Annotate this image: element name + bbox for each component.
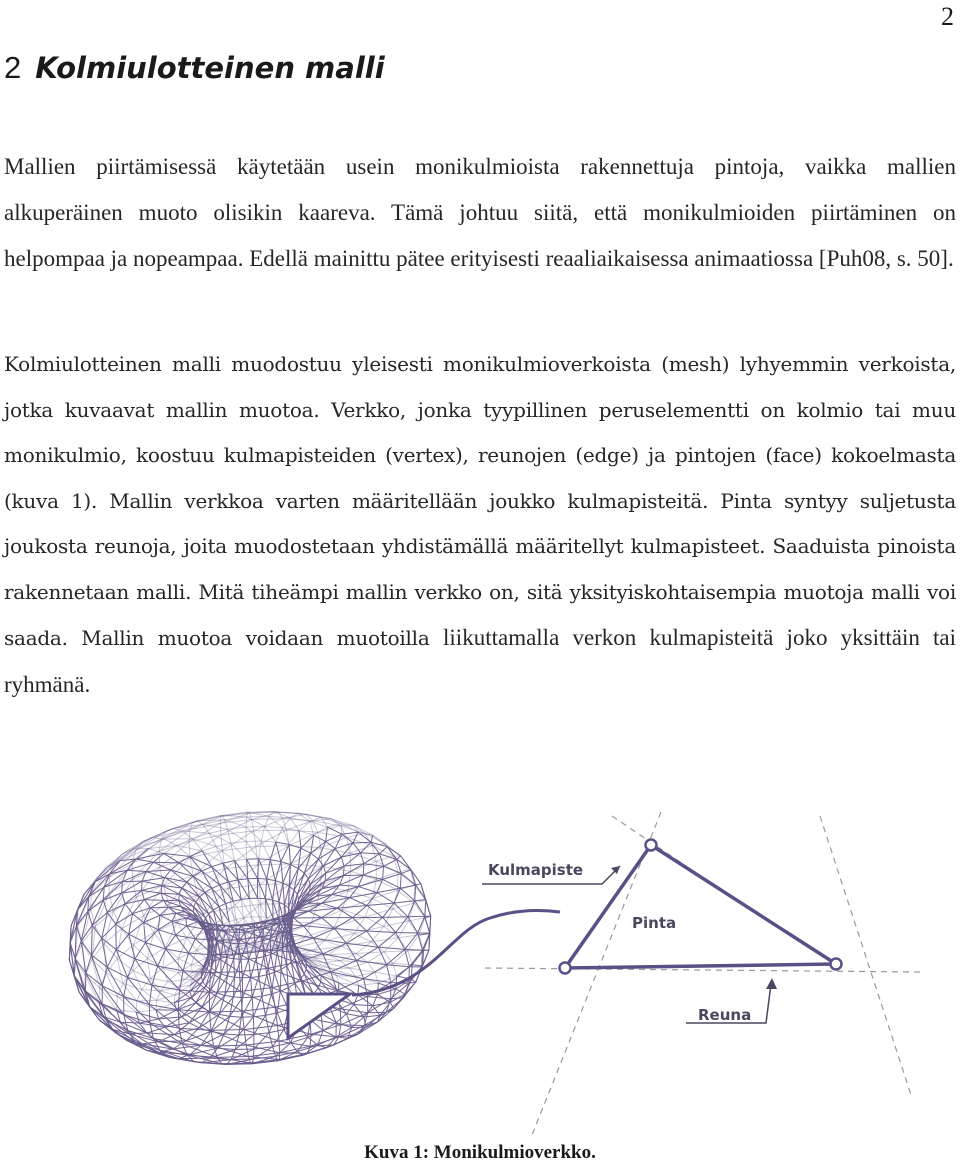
mesh-edge [269, 1033, 273, 1047]
mesh-edge [312, 910, 343, 923]
mesh-edge [253, 1017, 254, 1035]
mesh-edge [261, 827, 265, 842]
mesh-edge [269, 816, 283, 827]
mesh-edge [142, 881, 162, 885]
mesh-edge [144, 893, 161, 900]
mesh-edge [245, 933, 246, 945]
mesh-edge [419, 918, 425, 935]
mesh-edge [376, 856, 393, 861]
mesh-edge [277, 991, 280, 1013]
mesh-edge [151, 907, 169, 908]
mesh-edge [262, 994, 272, 996]
mesh-edge [291, 912, 292, 933]
mesh-edge [189, 842, 190, 858]
mesh-edge [227, 976, 234, 977]
mesh-edge [224, 1034, 239, 1035]
mesh-edge [353, 842, 371, 843]
mesh-edge [203, 824, 228, 829]
mesh-edge [400, 874, 401, 889]
mesh-edge [375, 972, 378, 983]
mesh-edge [318, 982, 321, 988]
mesh-edge [219, 1014, 230, 1016]
mesh-edge [363, 864, 364, 875]
mesh-edge [341, 824, 342, 835]
label-edge: Reuna [698, 1006, 751, 1024]
mesh-edge [104, 929, 121, 944]
mesh-edge [213, 907, 219, 911]
paragraph-2-body: Kolmiulotteinen malli muodostuu yleisesti monikulmioverkoista (mesh) lyhyemmin verkoista, jotka kuvaavat mallin muotoa. Verkko, jonka tyypillinen peruselementti on kolmio tai muu monikulmio, koostuu kulmapisteiden (vertex), reunojen (edge) ja pintojen (face) kokoelmasta (kuva 1). Mallin verkkoa varten määritellään joukko kulmapisteitä. Pinta syntyy suljetusta joukosta reunoja, joita muodostetaan yhdistämällä määritellyt kulmapisteet. Saaduista pinoista rakennetaan malli. Mitä tiheämpi mallin verkko on, sitä yksityiskohtaisempia muotoja malli voi saada. Mallin muotoa voidaan muotoilla [4, 352, 956, 650]
mesh-edge [122, 929, 134, 945]
mesh-edge [235, 1049, 254, 1050]
mesh-edge [419, 935, 424, 950]
mesh-edge [375, 972, 397, 976]
mesh-edge [202, 1008, 210, 1012]
vertex-markers [560, 840, 842, 974]
mesh-edge [210, 935, 211, 952]
mesh-edge [354, 995, 358, 1005]
mesh-edge [218, 1048, 236, 1049]
mesh-edge [356, 976, 379, 983]
mesh-edge [231, 842, 246, 844]
mesh-edge [142, 881, 143, 890]
mesh-edge [99, 988, 100, 1003]
mesh-edge [233, 997, 242, 998]
mesh-edge [283, 883, 285, 905]
mesh-edge [248, 812, 274, 813]
mesh-edge [262, 996, 266, 1015]
mesh-edge [123, 971, 133, 984]
mesh-edge [163, 958, 179, 968]
mesh-edge [270, 860, 281, 862]
mesh-edge [137, 1000, 157, 1001]
mesh-edge [251, 978, 253, 998]
mesh-edge [133, 879, 137, 897]
mesh-edge [249, 958, 257, 959]
vertex-left [560, 963, 571, 974]
mesh-edge [92, 927, 95, 960]
mesh-edge [232, 885, 260, 908]
mesh-edge [281, 845, 289, 862]
mesh-edge [212, 863, 223, 867]
mesh-edge [194, 902, 196, 907]
mesh-edge [267, 975, 272, 994]
mesh-edge [147, 958, 150, 978]
mesh-edge [142, 990, 157, 1001]
mesh-edge [178, 973, 184, 980]
mesh-edge [353, 832, 358, 843]
mesh-edge [318, 859, 323, 866]
mesh-edge [212, 968, 216, 971]
mesh-edge [259, 917, 266, 918]
label-face: Pinta [632, 914, 676, 932]
mesh-edge [147, 933, 153, 959]
mesh-edge [378, 983, 379, 994]
mesh-edge [247, 859, 258, 878]
mesh-edge [246, 842, 247, 860]
mesh-edge [398, 890, 414, 903]
mesh-edge [259, 859, 271, 860]
mesh-edge [298, 869, 304, 874]
figure-mesh [0, 780, 960, 1164]
mesh-edge [234, 959, 235, 977]
mesh-edge [376, 861, 398, 872]
mesh-edge [144, 923, 146, 943]
mesh-edge [78, 926, 83, 943]
mesh-edge [229, 919, 236, 921]
mesh-edge [276, 842, 281, 862]
mesh-edge [241, 959, 242, 978]
mesh-edge [261, 936, 262, 946]
mesh-edge [422, 950, 423, 967]
mesh-edge [133, 851, 160, 879]
mesh-edge [373, 994, 378, 1005]
mesh-edge [210, 1011, 243, 1012]
mesh-edge [230, 1016, 242, 1017]
mesh-edge [258, 878, 267, 879]
mesh-edge [259, 957, 264, 977]
mesh-edge [246, 841, 261, 842]
mesh-edge [350, 853, 351, 871]
mesh-edge [142, 990, 161, 991]
mesh-edge [289, 831, 299, 845]
mesh-edge [224, 817, 246, 820]
mesh-edge [253, 1015, 265, 1016]
mesh-edge [239, 1035, 254, 1036]
mesh-edge [190, 992, 192, 998]
mesh-edge [242, 1011, 277, 1025]
mesh-edge [276, 842, 289, 844]
mesh-edge [203, 982, 206, 986]
mesh-edge [353, 918, 367, 931]
mesh-edge [265, 879, 266, 899]
mesh-edge [133, 945, 147, 958]
mesh-edge [182, 1017, 190, 1023]
mesh-edge [229, 922, 230, 938]
mesh-edge [393, 903, 414, 909]
page-number: 2 [941, 2, 954, 32]
mesh-edge [239, 968, 268, 972]
mesh-edge [221, 974, 227, 976]
mesh-edge [363, 866, 383, 875]
mesh-edge [246, 827, 265, 828]
mesh-edge [297, 879, 308, 895]
mesh-edge [302, 954, 328, 955]
mesh-edge [137, 990, 142, 1002]
mesh-edge [117, 997, 118, 1010]
mesh-edge [310, 822, 314, 836]
mesh-edge [416, 885, 426, 900]
paragraph-2-last-line: liikuttamalla verkon kulmapisteitä joko yksittäin tai ryhmänä. [4, 625, 956, 697]
mesh-edge [136, 1001, 137, 1012]
mesh-edge [359, 983, 379, 985]
mesh-edge [267, 972, 275, 974]
mesh-edge [176, 926, 187, 935]
mesh-edge [279, 1041, 280, 1053]
mesh-edge [176, 912, 185, 914]
mesh-edge [201, 977, 203, 982]
mesh-edge [259, 885, 260, 905]
paragraph-2 [4, 342, 956, 708]
mesh-edge [246, 1045, 248, 1056]
mesh-edge [281, 862, 283, 883]
mesh-edge [136, 1012, 159, 1019]
mesh-edge [254, 831, 256, 847]
mesh-edge [258, 898, 266, 899]
mesh-edge [308, 879, 310, 885]
mesh-edge [259, 975, 267, 977]
mesh-edge [335, 918, 353, 929]
mesh-edge [350, 968, 375, 972]
mesh-edge [128, 959, 136, 978]
mesh-edge [226, 901, 234, 903]
mesh-edge [414, 903, 425, 918]
mesh-edge [152, 966, 158, 985]
mesh-edge [249, 959, 251, 977]
label-vertex: Kulmapiste [488, 861, 583, 879]
vertex-right [831, 959, 842, 970]
mesh-edge [251, 977, 259, 978]
mesh-edge [409, 903, 415, 921]
mesh-edge [328, 954, 356, 955]
mesh-edge [159, 851, 160, 867]
figure-svg [0, 780, 960, 1164]
mesh-edge [180, 990, 210, 992]
mesh-edge [336, 1014, 346, 1023]
mesh-edge [154, 933, 166, 948]
mesh-edge [419, 934, 430, 936]
mesh-edge [192, 997, 196, 1003]
mesh-edge [294, 890, 297, 894]
mesh-edge [136, 1010, 156, 1012]
mesh-edge [253, 1049, 254, 1059]
mesh-edge [235, 977, 243, 978]
mesh-edge [261, 841, 270, 860]
mesh-edge [220, 823, 221, 835]
mesh-edge [290, 865, 298, 869]
mesh-edge [210, 993, 218, 1011]
mesh-edge [311, 853, 319, 859]
mesh-edge [378, 947, 405, 949]
mesh-edge [340, 1009, 341, 1025]
torus-wireframe [69, 812, 430, 1065]
mesh-edge [299, 831, 301, 849]
vertex-top [646, 840, 657, 851]
mesh-edge [398, 921, 408, 938]
mesh-edge [409, 918, 425, 921]
mesh-edge [171, 863, 179, 870]
mesh-edge [147, 1033, 174, 1035]
mesh-edge [414, 885, 415, 903]
mesh-edge [133, 867, 160, 879]
mesh-edge [291, 864, 322, 866]
mesh-edge [211, 1030, 214, 1046]
mesh-edge [364, 1006, 373, 1017]
mesh-edge [301, 848, 311, 853]
mesh-edge [430, 916, 431, 933]
mesh-edge [270, 842, 275, 860]
mesh-edge [356, 972, 375, 976]
mesh-edge [311, 1034, 339, 1037]
mesh-edge [177, 1003, 196, 1010]
mesh-edge [85, 959, 92, 975]
mesh-edge [412, 965, 422, 966]
mesh-edge [367, 931, 379, 947]
mesh-edge [246, 817, 247, 827]
mesh-edge [332, 968, 350, 969]
mesh-edge [217, 1057, 248, 1058]
mesh-edge [156, 1000, 157, 1010]
mesh-edge [416, 884, 421, 885]
mesh-edge [354, 1005, 373, 1006]
mesh-edge [273, 881, 276, 901]
mesh-edge [163, 947, 166, 968]
mesh-edge [322, 866, 351, 871]
mesh-edge [304, 969, 306, 974]
mesh-edge [256, 958, 259, 976]
mesh-edge [247, 859, 248, 879]
mesh-edge [217, 993, 225, 995]
section-title: Kolmiulotteinen malli [35, 51, 384, 85]
mesh-edge [258, 864, 291, 865]
mesh-edge [365, 909, 393, 917]
mesh-edge [157, 995, 175, 1000]
mesh-edge [266, 1015, 270, 1032]
mesh-edge [219, 904, 226, 907]
mesh-edge [281, 966, 287, 970]
mesh-edge [252, 997, 253, 1017]
mesh-edge [122, 881, 142, 882]
mesh-edge [368, 952, 385, 962]
mesh-edge [265, 827, 276, 843]
mesh-edge [393, 963, 413, 964]
mesh-edge [378, 947, 386, 965]
mesh-edge [361, 853, 364, 864]
mesh-edge [275, 881, 283, 883]
mesh-edge [223, 922, 229, 925]
mesh-edge [163, 968, 168, 982]
mesh-edge [425, 900, 426, 918]
mesh-edge [327, 827, 342, 834]
mesh-edge [429, 933, 430, 950]
mesh-edge [234, 959, 241, 960]
paragraph-1: Mallien piirtämisessä käytetään usein monikulmioista rakennettuja pintoja, vaikka mallien alkuperäinen muoto olisikin kaareva. Tämä johtuu siitä, että monikulmioiden piirtäminen on helpompaa ja nopeampaa. Edellä mainittu pätee erityisesti reaaliaikaisessa animaatiossa [Puh08, s. 50]. [4, 144, 956, 282]
mesh-edge [280, 1053, 308, 1054]
section-number: 2 [4, 50, 21, 85]
mesh-edge [289, 845, 290, 865]
mesh-edge [235, 904, 260, 925]
mesh-edge [425, 918, 430, 934]
mesh-edge [267, 879, 273, 900]
mesh-edge [361, 853, 380, 854]
mesh-edge [242, 1007, 275, 1011]
mesh-edge [196, 986, 206, 1003]
section-heading [4, 50, 385, 86]
mesh-edge [396, 933, 418, 934]
mesh-edge [216, 843, 231, 846]
mesh-edge [348, 880, 376, 891]
mesh-edge [426, 900, 431, 916]
mesh-edge [259, 977, 262, 997]
mesh-edge [244, 1026, 277, 1030]
mesh-edge [350, 962, 368, 968]
mesh-edge [109, 879, 132, 893]
mesh-edge [147, 1027, 165, 1033]
mesh-edge [279, 883, 283, 902]
mesh-edge [384, 860, 397, 867]
mesh-edge [122, 882, 123, 893]
mesh-edge [247, 816, 269, 817]
mesh-edge [341, 857, 344, 866]
mesh-edge [127, 870, 146, 871]
mesh-edge [221, 835, 223, 851]
mesh-edge [299, 822, 310, 831]
mesh-edge [267, 879, 276, 881]
mesh-edge [398, 935, 419, 938]
mesh-edge [144, 916, 154, 933]
mesh-edge [344, 875, 364, 876]
mesh-edge [206, 914, 209, 918]
mesh-edge [212, 885, 220, 889]
figure-caption: Kuva 1: Monikulmioverkko. [0, 1142, 960, 1164]
mesh-edge [225, 995, 234, 997]
mesh-edge [256, 957, 264, 959]
mesh-edge [259, 841, 262, 859]
mesh-edge [135, 943, 146, 959]
mesh-edge [157, 1000, 175, 1002]
mesh-edge [262, 975, 267, 996]
mesh-edge [174, 995, 175, 1003]
mesh-edge [335, 849, 341, 857]
mesh-edge [408, 950, 424, 951]
mesh-edge [189, 1023, 199, 1028]
mesh-edge [265, 827, 283, 828]
mesh-edge [267, 860, 271, 879]
mesh-edge [165, 870, 171, 878]
mesh-edge [415, 901, 425, 916]
mesh-edge [182, 1008, 202, 1017]
mesh-edge [227, 958, 228, 976]
mesh-edge [368, 997, 391, 999]
mesh-edge [252, 820, 254, 831]
edge-arrowhead [766, 978, 777, 989]
mesh-edge [252, 996, 262, 997]
mesh-edge [384, 951, 408, 952]
mesh-edge [227, 958, 234, 959]
